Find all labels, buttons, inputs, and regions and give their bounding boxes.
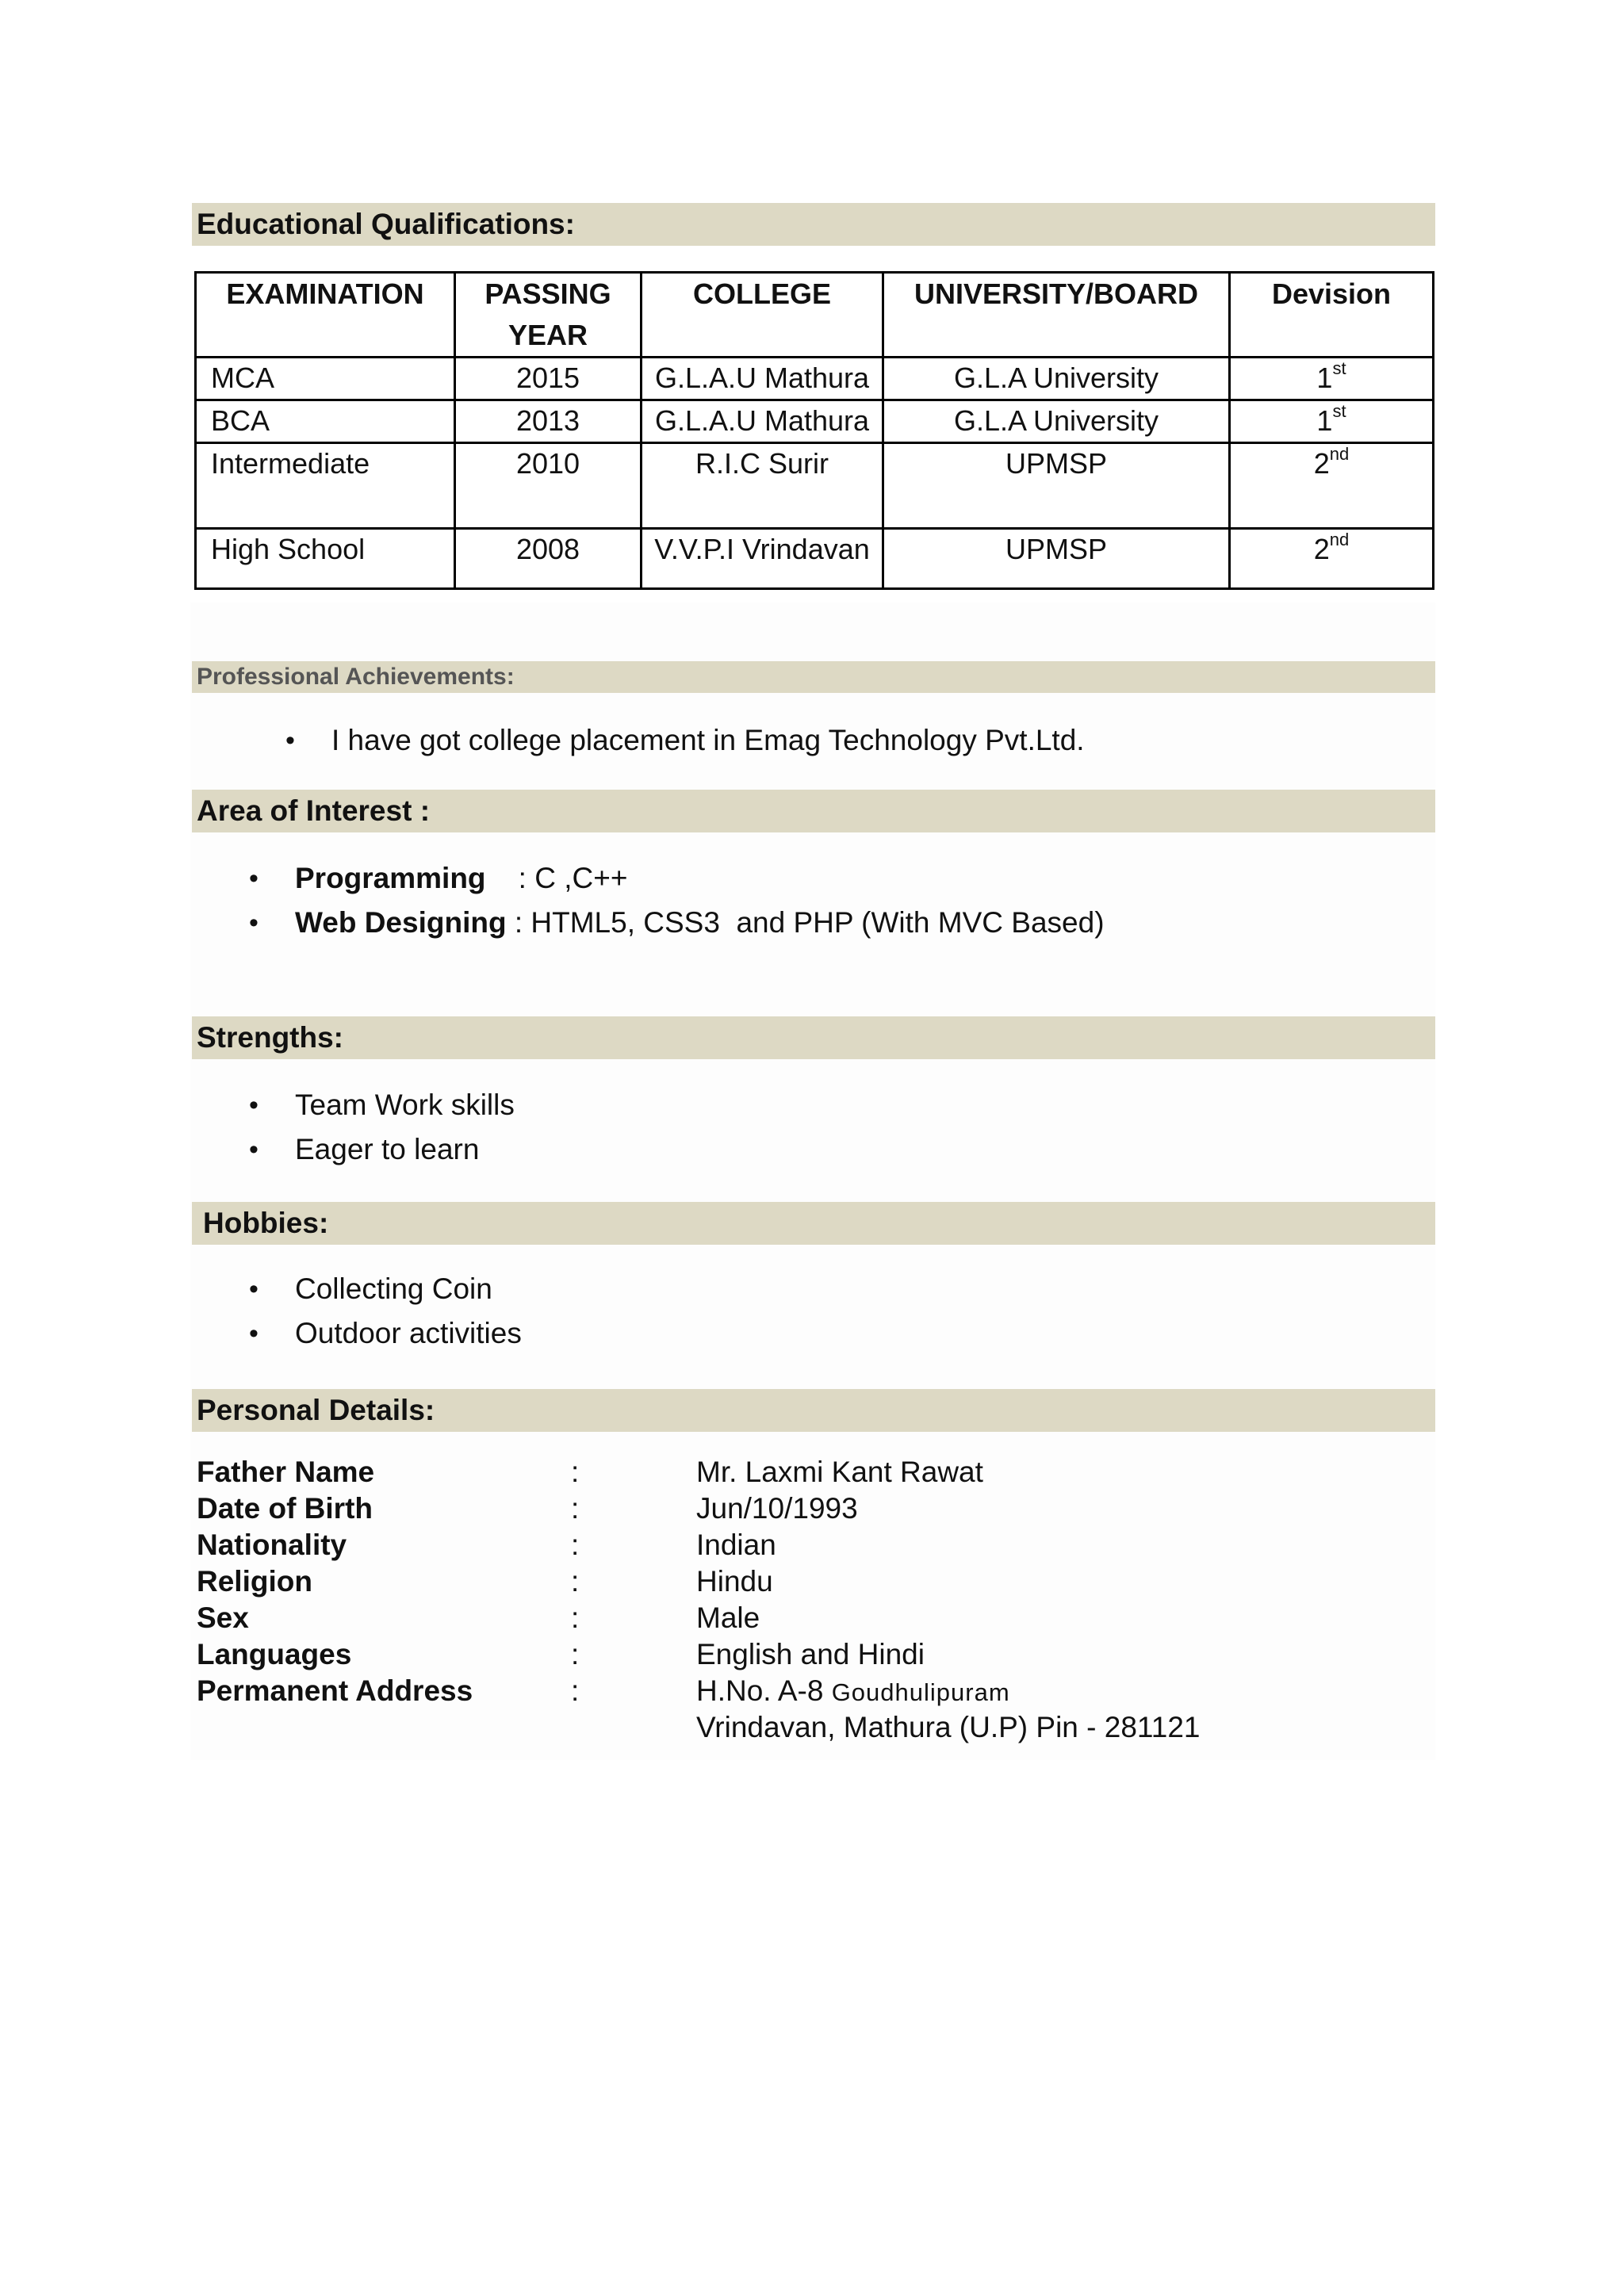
division-suffix: nd <box>1329 444 1350 464</box>
detail-colon: : <box>571 1529 580 1561</box>
list-item <box>249 901 1105 945</box>
cell-year: 2013 <box>455 400 642 443</box>
strengths-list <box>249 1083 515 1172</box>
bullet-icon: • <box>249 1135 259 1165</box>
hobbies-list <box>249 1267 522 1356</box>
bullet-icon: • <box>249 863 259 894</box>
detail-colon: : <box>571 1565 580 1598</box>
achievement-text: I have got college placement in Emag Technology Pvt.Ltd. <box>331 724 1085 756</box>
list-item <box>249 1127 515 1172</box>
detail-colon: : <box>571 1456 580 1488</box>
cell-board: G.L.A University <box>883 358 1230 400</box>
cell-exam: BCA <box>196 400 455 443</box>
interest-value: : C ,C++ <box>485 862 628 894</box>
cell-exam: MCA <box>196 358 455 400</box>
detail-label: Sex <box>197 1601 249 1634</box>
cell-exam: High School <box>196 529 455 589</box>
table-row <box>196 529 1434 589</box>
detail-colon: : <box>571 1674 580 1707</box>
detail-value: Male <box>696 1601 760 1634</box>
division-number: 2 <box>1313 533 1330 565</box>
interest-label: Web Designing <box>295 906 507 939</box>
detail-label: Nationality <box>197 1529 347 1561</box>
detail-label: Date of Birth <box>197 1492 373 1525</box>
cell-college: G.L.A.U Mathura <box>642 400 883 443</box>
interest-label: Programming <box>295 862 486 894</box>
detail-value: Mr. Laxmi Kant Rawat <box>696 1456 983 1488</box>
cell-board: UPMSP <box>883 529 1230 589</box>
bullet-icon: • <box>249 908 259 938</box>
section-heading-achievements: Professional Achievements: <box>192 661 1435 693</box>
interest-value: : HTML5, CSS3 and PHP (With MVC Based) <box>506 906 1105 939</box>
strength-text: Team Work skills <box>295 1089 515 1121</box>
address-locality: Goudhulipuram <box>831 1678 1010 1706</box>
detail-label: Religion <box>197 1565 312 1598</box>
address-line-2: Vrindavan, Mathura (U.P) Pin - 281121 <box>696 1711 1201 1743</box>
achievements-list <box>285 718 1085 763</box>
cell-year: 2010 <box>455 443 642 529</box>
cell-division <box>1230 529 1434 589</box>
cell-division <box>1230 358 1434 400</box>
hobby-text: Collecting Coin <box>295 1272 492 1305</box>
table-row <box>196 443 1434 529</box>
section-heading-education: Educational Qualifications: <box>192 203 1435 246</box>
list-item <box>249 1083 515 1127</box>
cell-division <box>1230 443 1434 529</box>
division-number: 1 <box>1316 404 1333 437</box>
bullet-icon: • <box>249 1318 259 1349</box>
education-table <box>194 271 1434 590</box>
header-university-board: UNIVERSITY/BOARD <box>883 273 1230 358</box>
cell-board: UPMSP <box>883 443 1230 529</box>
division-suffix: nd <box>1329 530 1350 549</box>
list-item <box>249 1311 522 1356</box>
list-item <box>249 856 1105 901</box>
cell-college: R.I.C Surir <box>642 443 883 529</box>
header-passing-year: PASSING YEAR <box>455 273 642 358</box>
division-suffix: st <box>1332 401 1346 421</box>
cell-college: V.V.P.I Vrindavan <box>642 529 883 589</box>
table-row <box>196 358 1434 400</box>
strength-text: Eager to learn <box>295 1133 480 1165</box>
table-row <box>196 400 1434 443</box>
detail-label: Languages <box>197 1638 352 1670</box>
bullet-icon: • <box>249 1274 259 1304</box>
bullet-icon: • <box>249 1090 259 1120</box>
detail-label: Father Name <box>197 1456 375 1488</box>
cell-year: 2008 <box>455 529 642 589</box>
list-item <box>285 718 1085 763</box>
detail-colon: : <box>571 1492 580 1525</box>
hobby-text: Outdoor activities <box>295 1317 522 1349</box>
detail-label: Permanent Address <box>197 1674 473 1707</box>
cell-board: G.L.A University <box>883 400 1230 443</box>
cell-year: 2015 <box>455 358 642 400</box>
detail-colon: : <box>571 1601 580 1634</box>
cell-exam: Intermediate <box>196 443 455 529</box>
cell-division <box>1230 400 1434 443</box>
section-heading-hobbies: Hobbies: <box>192 1202 1435 1245</box>
division-suffix: st <box>1332 358 1346 378</box>
detail-value: Indian <box>696 1529 776 1561</box>
bullet-icon: • <box>285 725 295 756</box>
section-heading-interest: Area of Interest : <box>192 790 1435 832</box>
cell-college: G.L.A.U Mathura <box>642 358 883 400</box>
section-heading-strengths: Strengths: <box>192 1016 1435 1059</box>
detail-value: Jun/10/1993 <box>696 1492 858 1525</box>
division-number: 1 <box>1316 362 1333 394</box>
header-college: COLLEGE <box>642 273 883 358</box>
detail-value: English and Hindi <box>696 1638 925 1670</box>
address-house-number: H.No. A-8 <box>696 1674 832 1707</box>
content-panel <box>190 603 1435 1760</box>
interest-list <box>249 856 1105 945</box>
table-header-row <box>196 273 1434 358</box>
list-item <box>249 1267 522 1311</box>
section-heading-personal: Personal Details: <box>192 1389 1435 1432</box>
division-number: 2 <box>1313 447 1330 480</box>
detail-value: Hindu <box>696 1565 773 1598</box>
address-line-1 <box>696 1673 1010 1711</box>
header-examination: EXAMINATION <box>196 273 455 358</box>
header-division: Devision <box>1230 273 1434 358</box>
detail-colon: : <box>571 1638 580 1670</box>
